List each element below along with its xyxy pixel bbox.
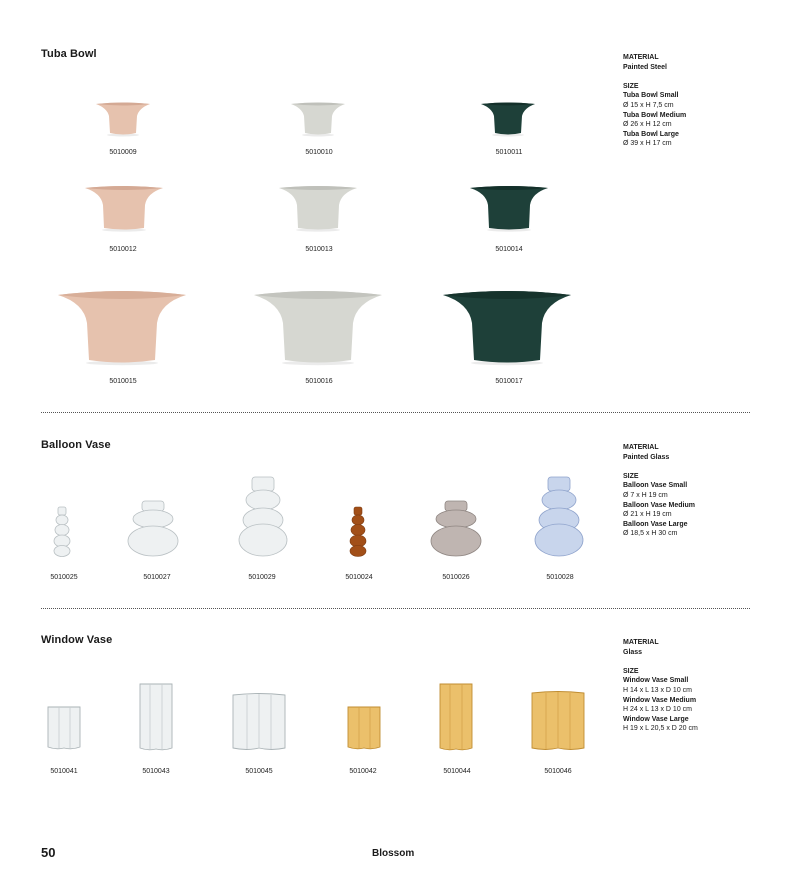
product-image-window-vase-medium-clear [138,682,174,752]
product-code: 5010015 [109,378,137,385]
product-code: 5010043 [142,768,170,775]
product-image-balloon-vase-large-clear [238,476,288,558]
product-image-window-vase-large-yellow [530,691,586,752]
product-code: 5010028 [546,574,574,581]
product-code: 5010024 [345,574,373,581]
material-label: MATERIAL [623,639,659,646]
size-dims: Ø 15 x H 7,5 cm [623,101,674,109]
product-image-tuba-bowl-small-grey [290,102,346,136]
spec-block-window-vase [623,638,783,734]
product-image-tuba-bowl-medium-grey [278,185,358,231]
size-dims: H 14 x L 13 x D 10 cm [623,686,692,694]
product-code: 5010027 [143,574,171,581]
material-value: Glass [623,648,643,656]
product-image-tuba-bowl-medium-green [469,185,549,231]
size-name: Tuba Bowl Small [623,92,679,100]
product-code: 5010025 [50,574,78,581]
product-image-balloon-vase-small-clear [52,506,72,558]
material-value: Painted Steel [623,63,667,71]
product-image-tuba-bowl-large-green [442,289,572,365]
product-image-window-vase-medium-yellow [438,682,474,752]
product-image-balloon-vase-medium-smoke [430,500,482,558]
product-image-tuba-bowl-medium-blush [84,185,164,231]
section-title-tuba-bowl: Tuba Bowl [41,48,97,60]
product-image-balloon-vase-medium-clear [127,500,179,558]
product-code: 5010017 [495,378,523,385]
size-name: Window Vase Large [623,715,689,723]
product-code: 5010016 [305,378,333,385]
size-dims: Ø 18,5 x H 30 cm [623,530,678,538]
product-code: 5010029 [248,574,276,581]
size-dims: H 19 x L 20,5 x D 20 cm [623,725,698,733]
page-number: 50 [41,845,56,860]
size-dims: Ø 39 x H 17 cm [623,140,672,148]
size-label: SIZE [623,667,639,675]
spec-block-balloon-vase [623,443,783,539]
product-code: 5010012 [109,246,137,253]
product-code: 5010046 [544,768,572,775]
size-name: Balloon Vase Medium [623,501,695,509]
product-image-balloon-vase-small-amber [348,506,368,558]
size-label: SIZE [623,82,639,90]
product-image-window-vase-small-yellow [346,705,382,751]
product-image-window-vase-large-clear [231,693,287,752]
product-image-window-vase-small-clear [46,705,82,751]
section-title-window-vase: Window Vase [41,634,113,646]
size-name: Balloon Vase Large [623,520,688,528]
material-label: MATERIAL [623,54,659,61]
spec-block-tuba-bowl [623,53,783,149]
section-title-balloon-vase: Balloon Vase [41,439,111,451]
product-code: 5010045 [245,768,273,775]
brand-name: Blossom [372,848,415,859]
material-value: Painted Glass [623,453,670,461]
product-code: 5010013 [305,246,333,253]
product-code: 5010010 [305,149,333,156]
size-name: Tuba Bowl Large [623,130,679,138]
size-name: Window Vase Medium [623,696,697,704]
product-image-tuba-bowl-small-blush [95,102,151,136]
product-code: 5010026 [442,574,470,581]
product-image-tuba-bowl-large-blush [57,289,187,365]
product-image-tuba-bowl-large-grey [253,289,383,365]
section-divider [41,412,750,413]
size-dims: H 24 x L 13 x D 10 cm [623,706,692,714]
size-name: Tuba Bowl Medium [623,111,687,119]
size-label: SIZE [623,472,639,480]
product-image-balloon-vase-large-blue [534,476,584,558]
size-dims: Ø 21 x H 19 cm [623,511,672,519]
section-divider [41,608,750,609]
product-image-tuba-bowl-small-green [480,102,536,136]
size-name: Window Vase Small [623,677,689,685]
material-label: MATERIAL [623,444,659,451]
size-dims: Ø 7 x H 19 cm [623,491,668,499]
product-code: 5010014 [495,246,523,253]
product-code: 5010041 [50,768,78,775]
product-code: 5010042 [349,768,377,775]
size-name: Balloon Vase Small [623,482,688,490]
product-code: 5010011 [495,149,523,156]
size-dims: Ø 26 x H 12 cm [623,121,672,129]
product-code: 5010009 [109,149,137,156]
product-code: 5010044 [443,768,471,775]
